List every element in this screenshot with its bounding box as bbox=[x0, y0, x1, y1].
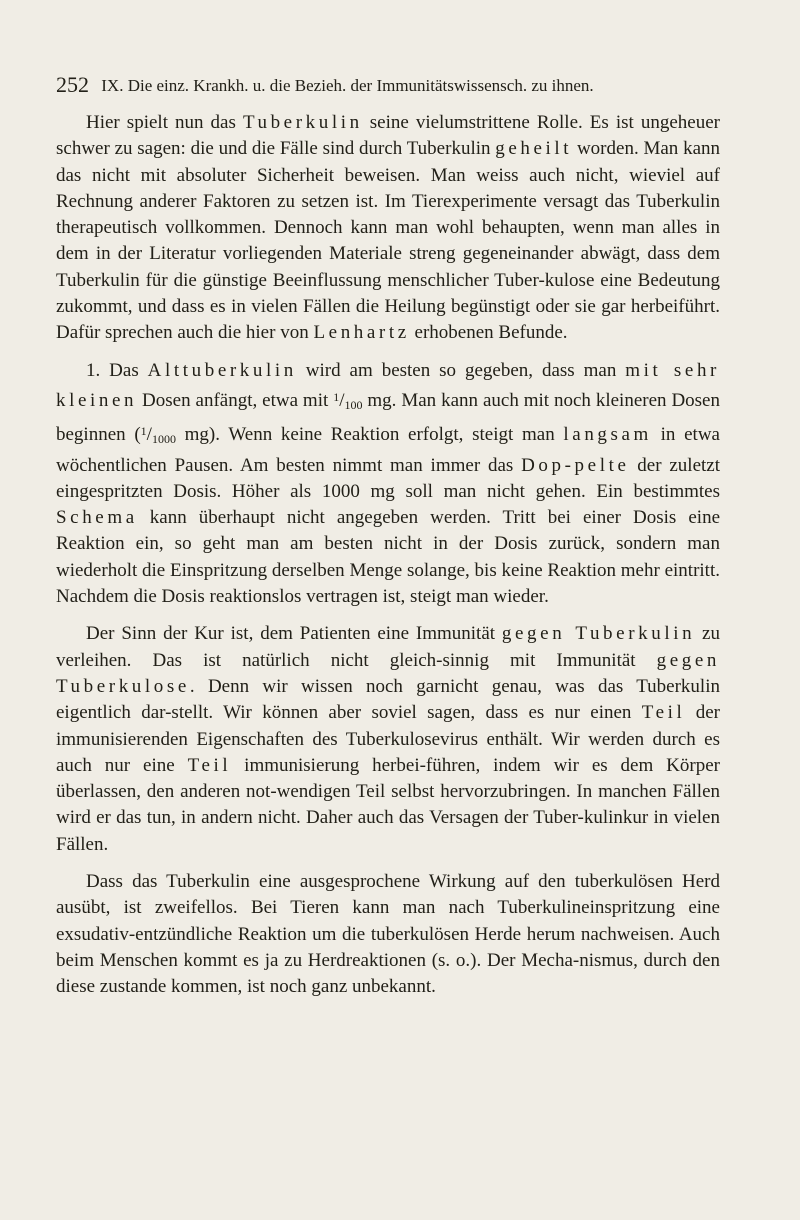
spaced-emphasis: mit sehr kleinen bbox=[56, 359, 720, 411]
text-run: zu verleihen. Das ist natürlich nicht gleich-sinnig mit Immunität bbox=[56, 623, 720, 671]
text-run: Dosen anfängt, etwa mit bbox=[137, 389, 334, 411]
text-run: erhobenen Befunde. bbox=[409, 322, 568, 344]
text-run: in etwa wöchentlichen Pausen. Am besten nimmt man immer das bbox=[56, 424, 720, 476]
text-run: der immunisierenden Eigenschaften des Tuberkulosevirus enthält. Wir werden durch es auch nur eine bbox=[56, 702, 720, 776]
spaced-emphasis: Tuberkulin bbox=[242, 112, 363, 133]
spaced-emphasis: Teil bbox=[641, 702, 686, 724]
running-title: IX. Die einz. Krankh. u. die Bezieh. der Immunitätswissensch. zu ihnen. bbox=[101, 76, 594, 95]
text-run: worden. Man kann das nicht mit absoluter Sicherheit beweisen. Man weiss auch nicht, wieviel auf Rechnung anderer Faktoren zu setzen ist. Im Tierexperimente versagt das Tuberkulin therapeutisch vollkommen. Dennoch kann man wohl behaupten, wenn man alles in dem in der Literatur vorliegenden Materiale streng gegeneinander abwägt, dass dem Tuberkulin für die günstige Beeinflussung menschlicher Tuber-kulose eine Bedeutung zukommt, und dass es in vielen Fällen die Heilung begünstigt oder sie gar herbeiführt. Dafür sprechen auch die hier von bbox=[56, 138, 720, 344]
text-run: seine vielumstrittene Rolle. Es ist ungeheuer schwer zu sagen: die und die Fälle sind durch Tuberkulin bbox=[56, 112, 720, 160]
spaced-emphasis: Alttuberkulin bbox=[147, 359, 297, 381]
fraction: $^1/_{1000}$ bbox=[140, 424, 176, 447]
text-run: Hier spielt nun das bbox=[86, 112, 243, 133]
paragraph bbox=[56, 358, 720, 611]
spaced-emphasis: Dop-pelte bbox=[521, 454, 630, 476]
fraction-numerator: 1 bbox=[333, 389, 340, 404]
text-run: Der Sinn der Kur ist, dem Patienten eine Immunität bbox=[86, 623, 502, 645]
text-run: 1. Das bbox=[86, 359, 148, 381]
text-run: Dass das Tuberkulin eine ausgesprochene Wirkung auf den tuberkulösen Herd ausübt, ist zweifellos. Bei Tieren kann man nach Tuberkulineinspritzung eine exsudativ-entzündliche Reaktion um die tuberkulösen Herde herum nachweisen. Auch beim Menschen kommt es ja zu Herdreaktionen (s. o.). Der Mecha-nismus, durch den diese zustande kommen, ist noch ganz unbekannt. bbox=[56, 871, 720, 998]
text-run: kann überhaupt nicht angegeben werden. Tritt bei einer Dosis eine Reaktion ein, so geht man am besten nicht in der Dosis zurück, sondern man wiederholt die Einspritzung derselben Menge solange, bis keine Reaktion mehr eintritt. Nachdem die Dosis reaktionslos vertragen ist, steigt man wieder. bbox=[56, 507, 720, 608]
spaced-emphasis: Schema bbox=[56, 507, 138, 529]
fraction-denominator: 1000 bbox=[151, 432, 176, 447]
paragraph bbox=[56, 869, 720, 1000]
fraction-numerator: 1 bbox=[140, 424, 147, 439]
spaced-emphasis: gegen Tuberkulin bbox=[501, 623, 696, 645]
body-text bbox=[56, 110, 720, 1012]
text-run: . Denn wir wissen noch garnicht genau, was das Tuberkulin eigentlich dar-stellt. Wir können aber soviel sagen, dass es nur einen bbox=[56, 675, 720, 724]
spaced-emphasis: langsam bbox=[563, 424, 652, 446]
text-run: wird am besten so gegeben, dass man bbox=[296, 359, 626, 381]
paragraph bbox=[56, 621, 720, 858]
spaced-emphasis: geheilt bbox=[495, 138, 573, 160]
text-run: der zuletzt eingespritzten Dosis. Höher als 1000 mg soll man nicht gehen. Ein bestimmtes bbox=[56, 454, 721, 502]
spaced-emphasis: Lenhartz bbox=[313, 322, 410, 344]
spaced-emphasis: Teil bbox=[187, 754, 232, 776]
spaced-emphasis: gegen Tuberkulose bbox=[56, 649, 720, 697]
text-run: mg). Wenn keine Reaktion erfolgt, steigt man bbox=[175, 424, 564, 446]
text-run: immunisierung herbei-führen, indem wir es dem Körper überlassen, den anderen not-wendigen Teil selbst hervorzubringen. In manchen Fällen wird er das tun, in andern nicht. Daher auch das Versagen der Tuber-kulinkur in vielen Fällen. bbox=[56, 754, 720, 855]
page-number: 252 bbox=[56, 72, 89, 97]
paragraph bbox=[56, 110, 720, 347]
fraction: $^1/_{100}$ bbox=[333, 389, 363, 412]
running-head bbox=[56, 72, 756, 98]
text-run: mg. Man kann auch mit noch kleineren Dosen beginnen ( bbox=[56, 389, 720, 446]
fraction-denominator: 100 bbox=[344, 397, 363, 412]
